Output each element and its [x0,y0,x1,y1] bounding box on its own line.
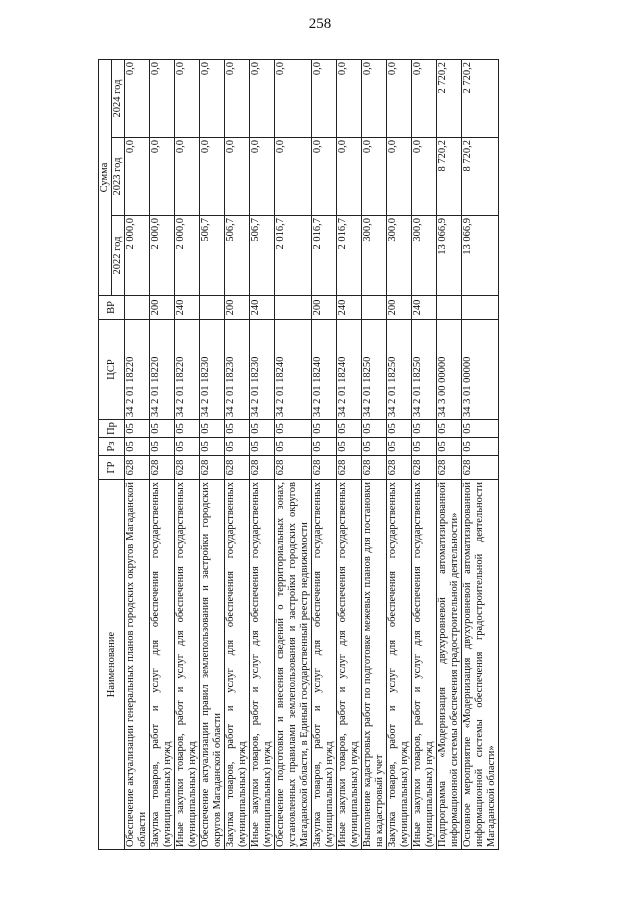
cell-vr: 200 [150,296,175,320]
cell-sum-2022: 506,7 [250,216,275,296]
cell-rz: 05 [125,438,150,456]
cell-gr: 628 [150,456,175,480]
table-row [462,60,499,850]
cell-csr: 34 2 01 18220 [125,320,150,420]
cell-sum-2023: 0,0 [225,138,250,216]
cell-sum-2024: 0,0 [250,60,275,138]
cell-rz: 05 [175,438,200,456]
budget-table [98,59,499,850]
cell-csr: 34 2 01 18250 [362,320,387,420]
cell-vr [362,296,387,320]
cell-sum-2024: 2 720,2 [462,60,499,138]
cell-gr: 628 [462,456,499,480]
cell-pr: 05 [362,420,387,438]
cell-csr: 34 2 01 18220 [150,320,175,420]
cell-gr: 628 [275,456,312,480]
cell-gr: 628 [437,456,462,480]
cell-gr: 628 [412,456,437,480]
cell-name: Закупка товаров, работ и услуг для обеспечения государственных (муниципальных) нужд [387,480,412,850]
cell-sum-2023: 0,0 [175,138,200,216]
cell-gr: 628 [337,456,362,480]
cell-sum-2022: 2 000,0 [150,216,175,296]
cell-vr: 200 [225,296,250,320]
cell-name: Выполнение кадастровых работ по подготовке межевых планов для постановки на кадастровый учет [362,480,387,850]
table-row [275,60,312,850]
cell-sum-2023: 8 720,2 [462,138,499,216]
cell-csr: 34 2 01 18230 [250,320,275,420]
cell-sum-2023: 0,0 [275,138,312,216]
cell-name: Подпрограмма «Модернизация двухуровневой автоматизированной информационной системы обеспечения градостроительной деятельности» [437,480,462,850]
table-row [387,60,412,850]
cell-sum-2024: 0,0 [150,60,175,138]
cell-gr: 628 [387,456,412,480]
cell-sum-2024: 2 720,2 [437,60,462,138]
cell-pr: 05 [312,420,337,438]
cell-name: Обеспечение актуализации генеральных планов городских округов Магаданской области [125,480,150,850]
table-row [125,60,150,850]
cell-sum-2022: 2 016,7 [337,216,362,296]
cell-sum-2024: 0,0 [312,60,337,138]
rotated-table-container [98,60,598,850]
cell-rz: 05 [225,438,250,456]
cell-sum-2023: 0,0 [387,138,412,216]
cell-pr: 05 [462,420,499,438]
table-row [437,60,462,850]
table-row [250,60,275,850]
cell-csr: 34 3 00 00000 [437,320,462,420]
cell-name: Обеспечение подготовки и внесения сведений о территориальных зонах, установленных правилами землепользования и застройки городских округов Магаданской области, в Единый государственный реестр недвижимости [275,480,312,850]
cell-sum-2022: 2 016,7 [275,216,312,296]
header-year-2023: 2023 год [112,138,125,216]
cell-name: Иные закупки товаров, работ и услуг для обеспечения государственных (муниципальных) нужд [175,480,200,850]
cell-rz: 05 [275,438,312,456]
header-rz: Рз [99,438,125,456]
cell-name: Иные закупки товаров, работ и услуг для обеспечения государственных (муниципальных) нужд [412,480,437,850]
cell-sum-2024: 0,0 [412,60,437,138]
table-row [150,60,175,850]
cell-vr [275,296,312,320]
cell-sum-2024: 0,0 [275,60,312,138]
cell-sum-2023: 0,0 [312,138,337,216]
header-pr: Пр [99,420,125,438]
header-gr: ГР [99,456,125,480]
cell-vr: 240 [250,296,275,320]
cell-sum-2024: 0,0 [200,60,225,138]
cell-sum-2022: 506,7 [200,216,225,296]
cell-pr: 05 [337,420,362,438]
cell-pr: 05 [125,420,150,438]
cell-rz: 05 [200,438,225,456]
table-row [200,60,225,850]
cell-vr [437,296,462,320]
cell-vr [462,296,499,320]
cell-rz: 05 [312,438,337,456]
cell-sum-2023: 0,0 [150,138,175,216]
cell-csr: 34 2 01 18240 [275,320,312,420]
cell-rz: 05 [250,438,275,456]
cell-name: Закупка товаров, работ и услуг для обеспечения государственных (муниципальных) нужд [150,480,175,850]
table-row [312,60,337,850]
cell-gr: 628 [362,456,387,480]
cell-name: Закупка товаров, работ и услуг для обеспечения государственных (муниципальных) нужд [225,480,250,850]
cell-sum-2023: 8 720,2 [437,138,462,216]
cell-csr: 34 2 01 18250 [387,320,412,420]
cell-vr [200,296,225,320]
cell-sum-2022: 506,7 [225,216,250,296]
cell-csr: 34 2 01 18230 [225,320,250,420]
cell-csr: 34 2 01 18220 [175,320,200,420]
cell-pr: 05 [150,420,175,438]
cell-csr: 34 2 01 18240 [312,320,337,420]
header-year-2022: 2022 год [112,216,125,296]
table-row [362,60,387,850]
cell-rz: 05 [412,438,437,456]
cell-pr: 05 [250,420,275,438]
cell-gr: 628 [250,456,275,480]
cell-sum-2024: 0,0 [225,60,250,138]
cell-gr: 628 [175,456,200,480]
table-row [175,60,200,850]
cell-sum-2024: 0,0 [125,60,150,138]
cell-name: Основное мероприятие «Модернизация двухуровневой автоматизированной информационной системы обеспечения градостроительной деятельности Магаданской области» [462,480,499,850]
header-name: Наименование [99,480,125,850]
header-sum: Сумма [99,60,112,296]
cell-rz: 05 [150,438,175,456]
cell-rz: 05 [337,438,362,456]
cell-sum-2022: 13 066,9 [462,216,499,296]
cell-sum-2022: 2 000,0 [175,216,200,296]
header-year-2024: 2024 год [112,60,125,138]
cell-pr: 05 [437,420,462,438]
cell-vr: 240 [412,296,437,320]
table-row [412,60,437,850]
header-csr: ЦСР [99,320,125,420]
cell-pr: 05 [175,420,200,438]
cell-gr: 628 [225,456,250,480]
cell-name: Закупка товаров, работ и услуг для обеспечения государственных (муниципальных) нужд [312,480,337,850]
cell-name: Иные закупки товаров, работ и услуг для обеспечения государственных (муниципальных) нужд [250,480,275,850]
cell-csr: 34 3 01 00000 [462,320,499,420]
cell-gr: 628 [312,456,337,480]
rotated-table-area [98,60,598,850]
cell-csr: 34 2 01 18240 [337,320,362,420]
cell-name: Обеспечение актуализации правил землепользования и застройки городских округов Магаданской области [200,480,225,850]
cell-sum-2022: 300,0 [362,216,387,296]
cell-sum-2023: 0,0 [200,138,225,216]
cell-name: Иные закупки товаров, работ и услуг для обеспечения государственных (муниципальных) нужд [337,480,362,850]
cell-sum-2023: 0,0 [250,138,275,216]
cell-pr: 05 [412,420,437,438]
cell-csr: 34 2 01 18230 [200,320,225,420]
cell-rz: 05 [387,438,412,456]
cell-sum-2023: 0,0 [412,138,437,216]
cell-pr: 05 [387,420,412,438]
cell-sum-2023: 0,0 [362,138,387,216]
table-body [125,60,499,850]
cell-rz: 05 [462,438,499,456]
cell-sum-2024: 0,0 [175,60,200,138]
cell-pr: 05 [275,420,312,438]
cell-vr: 200 [387,296,412,320]
table-row [337,60,362,850]
cell-sum-2022: 2 016,7 [312,216,337,296]
page-number: 258 [308,16,332,32]
cell-vr [125,296,150,320]
cell-sum-2022: 13 066,9 [437,216,462,296]
table-header [99,60,125,850]
cell-vr: 200 [312,296,337,320]
cell-sum-2022: 300,0 [387,216,412,296]
cell-sum-2024: 0,0 [362,60,387,138]
cell-vr: 240 [175,296,200,320]
cell-sum-2022: 300,0 [412,216,437,296]
cell-sum-2024: 0,0 [387,60,412,138]
cell-sum-2023: 0,0 [337,138,362,216]
table-row [225,60,250,850]
cell-sum-2023: 0,0 [125,138,150,216]
cell-csr: 34 2 01 18250 [412,320,437,420]
cell-vr: 240 [337,296,362,320]
cell-pr: 05 [200,420,225,438]
cell-rz: 05 [437,438,462,456]
cell-gr: 628 [200,456,225,480]
cell-sum-2022: 2 000,0 [125,216,150,296]
header-vr: ВР [99,296,125,320]
cell-rz: 05 [362,438,387,456]
cell-sum-2024: 0,0 [337,60,362,138]
cell-gr: 628 [125,456,150,480]
cell-pr: 05 [225,420,250,438]
